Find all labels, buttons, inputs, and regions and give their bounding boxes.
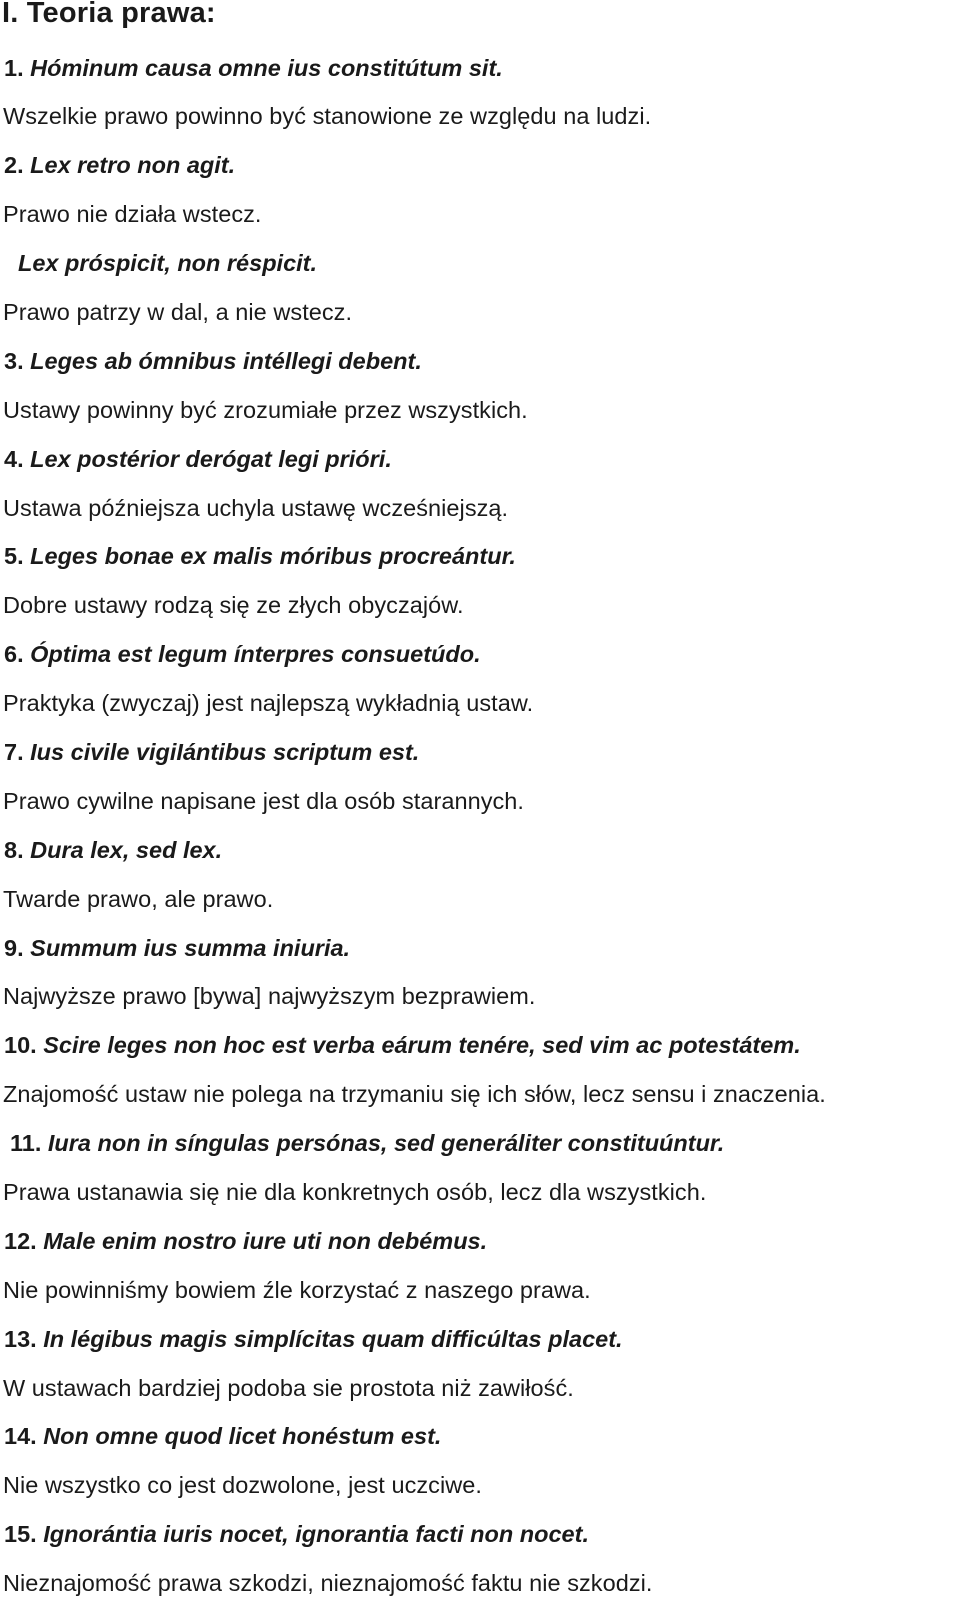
maxim-number: 6. <box>4 641 24 667</box>
maxim-translation-10: Znajomość ustaw nie polega na trzymaniu się ich słów, lecz sensu i znaczenia. <box>0 1075 960 1124</box>
maxim-text: Iura non in síngulas persónas, sed generáliter constituúntur. <box>48 1130 724 1156</box>
maxim-number: 7. <box>4 739 24 765</box>
maxim-latin-7 <box>0 733 960 782</box>
maxim-number: 5. <box>4 543 24 569</box>
maxim-translation-12: Nie powinniśmy bowiem źle korzystać z naszego prawa. <box>0 1271 960 1320</box>
maxim-latin-14 <box>0 1417 960 1466</box>
maxim-latin-2 <box>0 146 960 195</box>
maxim-text: Lex postérior derógat legi prióri. <box>30 446 392 472</box>
maxim-translation-5: Dobre ustawy rodzą się ze złych obyczajów. <box>0 586 960 635</box>
maxim-translation-9: Najwyższe prawo [bywa] najwyższym bezprawiem. <box>0 977 960 1026</box>
maxim-text: Male enim nostro iure uti non debémus. <box>43 1228 487 1254</box>
maxim-text: Lex próspicit, non réspicit. <box>18 250 317 276</box>
maxim-latin-11 <box>0 1124 960 1173</box>
maxim-translation-11: Prawa ustanawia się nie dla konkretnych osób, lecz dla wszystkich. <box>0 1173 960 1222</box>
maxim-number: 10. <box>4 1032 37 1058</box>
maxim-latin-4 <box>0 440 960 489</box>
maxim-translation-14: Nie wszystko co jest dozwolone, jest uczciwe. <box>0 1466 960 1515</box>
maxim-latin-3 <box>0 342 960 391</box>
maxims-list <box>0 49 960 1613</box>
maxim-number: 8. <box>4 837 24 863</box>
maxim-text: In légibus magis simplícitas quam difficúltas placet. <box>43 1326 622 1352</box>
maxim-latin-6 <box>0 635 960 684</box>
maxim-text: Summum ius summa iniuria. <box>30 935 350 961</box>
maxim-number: 2. <box>4 152 24 178</box>
maxim-translation-3: Ustawy powinny być zrozumiałe przez wszystkich. <box>0 391 960 440</box>
maxim-text: Lex retro non agit. <box>30 152 235 178</box>
maxim-number: 15. <box>4 1521 37 1547</box>
maxim-translation-15: Nieznajomość prawa szkodzi, nieznajomość faktu nie szkodzi. <box>0 1564 960 1613</box>
maxim-latin-5 <box>0 537 960 586</box>
maxim-text: Ignorántia iuris nocet, ignorantia facti non nocet. <box>43 1521 589 1547</box>
maxim-text: Dura lex, sed lex. <box>30 837 222 863</box>
maxim-text: Óptima est legum ínterpres consuetúdo. <box>30 641 481 667</box>
maxim-number: 14. <box>4 1423 37 1449</box>
maxim-text: Leges ab ómnibus intéllegi debent. <box>30 348 422 374</box>
maxim-number: 4. <box>4 446 24 472</box>
maxim-translation-4: Ustawa późniejsza uchyla ustawę wcześniejszą. <box>0 489 960 538</box>
maxim-latin-13 <box>0 1320 960 1369</box>
maxim-text: Ius civile vigiIántibus scriptum est. <box>30 739 419 765</box>
maxim-translation-2: Prawo nie działa wstecz. <box>0 195 960 244</box>
maxim-latin-9 <box>0 929 960 978</box>
maxim-latin-2b <box>0 244 960 293</box>
maxim-latin-10 <box>0 1026 960 1075</box>
maxim-text: Scire leges non hoc est verba eárum tenére, sed vim ac potestátem. <box>43 1032 801 1058</box>
maxim-translation-6: Praktyka (zwyczaj) jest najlepszą wykładnią ustaw. <box>0 684 960 733</box>
maxim-number: 3. <box>4 348 24 374</box>
maxim-latin-12 <box>0 1222 960 1271</box>
maxim-text: Non omne quod licet honéstum est. <box>43 1423 441 1449</box>
maxim-latin-15 <box>0 1515 960 1564</box>
maxim-number: 12. <box>4 1228 37 1254</box>
maxim-translation-7: Prawo cywilne napisane jest dla osób starannych. <box>0 782 960 831</box>
maxim-translation-2b: Prawo patrzy w dal, a nie wstecz. <box>0 293 960 342</box>
maxim-text: Hóminum causa omne ius constitútum sit. <box>30 55 503 81</box>
maxim-number: 11. <box>10 1130 41 1156</box>
maxim-translation-13: W ustawach bardziej podoba sie prostota niż zawiłość. <box>0 1369 960 1418</box>
maxim-number: 9. <box>4 935 24 961</box>
maxim-number: 1. <box>4 55 24 81</box>
maxim-latin-1 <box>0 49 960 98</box>
maxim-translation-8: Twarde prawo, ale prawo. <box>0 880 960 929</box>
maxim-number: 13. <box>4 1326 37 1352</box>
maxim-text: Leges bonae ex malis móribus procreántur. <box>30 543 516 569</box>
section-heading: I. Teoria prawa: <box>2 0 216 30</box>
maxim-translation-1: Wszelkie prawo powinno być stanowione ze względu na ludzi. <box>0 97 960 146</box>
maxim-latin-8 <box>0 831 960 880</box>
